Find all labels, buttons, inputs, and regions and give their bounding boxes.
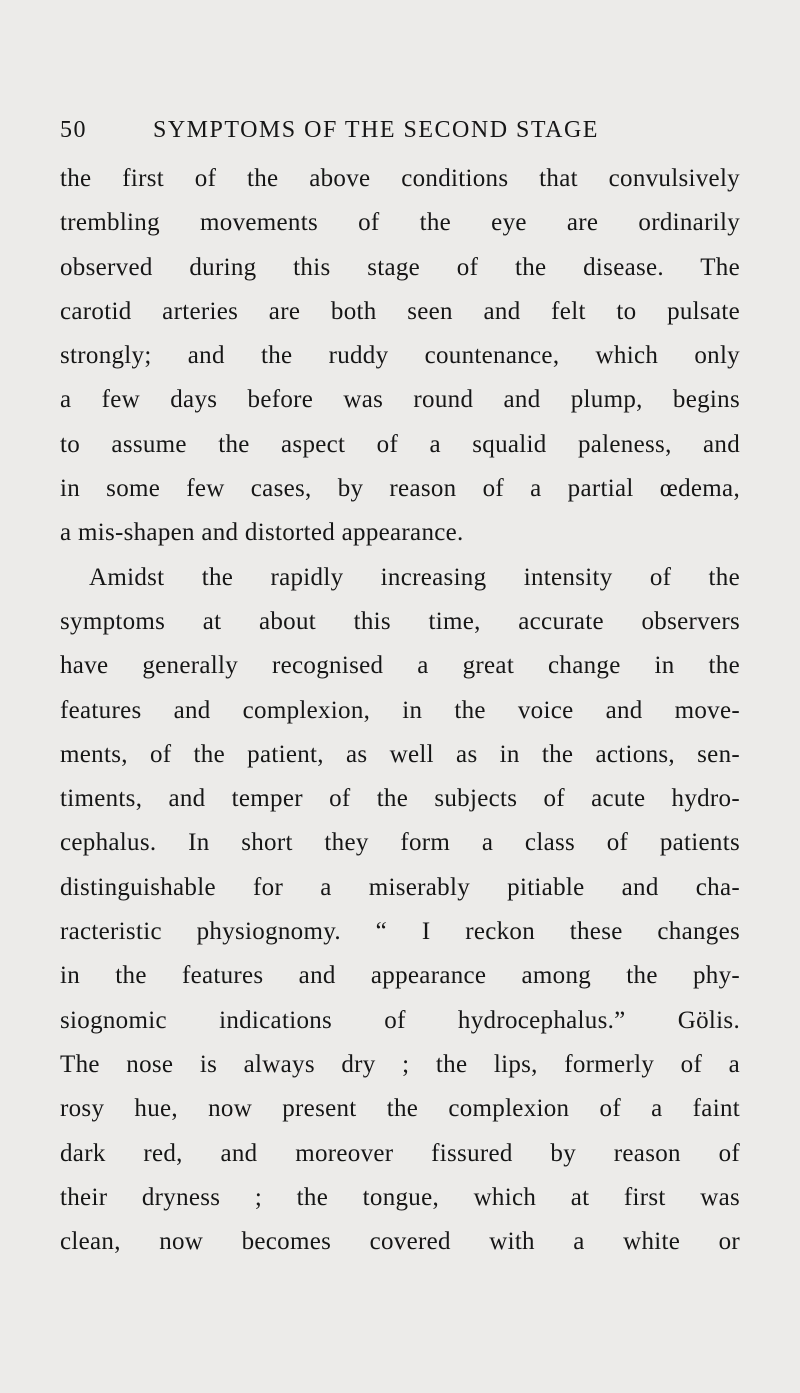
text-line: have generally recognised a great change in the [60, 652, 740, 680]
text-line: observed during this stage of the disease. The [60, 253, 740, 281]
page-header [60, 112, 740, 148]
page-number: 50 [60, 117, 87, 143]
text-line: symptoms at about this time, accurate observers [60, 607, 740, 635]
text-line: timents, and temper of the subjects of acute hydro- [60, 785, 740, 813]
text-line: features and complexion, in the voice and move- [60, 696, 740, 724]
text-line: racteristic physiognomy. “ I reckon these changes [60, 918, 740, 946]
text-line: the first of the above conditions that convulsively [60, 165, 740, 192]
text-line: cephalus. In short they form a class of patients [60, 829, 740, 857]
paragraph-start-line: Amidst the rapidly increasing intensity of the [89, 563, 740, 591]
text-line: ments, of the patient, as well as in the actions, sen- [60, 740, 740, 768]
text-line: strongly; and the ruddy countenance, which only [60, 342, 740, 370]
text-line: clean, now becomes covered with a white or [60, 1228, 740, 1256]
text-line: carotid arteries are both seen and felt to pulsate [60, 297, 740, 325]
text-line: in the features and appearance among the phy- [60, 962, 740, 990]
text-line: a few days before was round and plump, begins [60, 386, 740, 414]
text-line: their dryness ; the tongue, which at first was [60, 1183, 740, 1211]
text-line: dark red, and moreover fissured by reason of [60, 1139, 740, 1167]
text-line: in some few cases, by reason of a partial œdema, [60, 475, 740, 503]
running-head: SYMPTOMS OF THE SECOND STAGE [153, 117, 599, 143]
text-line: The nose is always dry ; the lips, formerly of a [60, 1050, 740, 1078]
text-line: rosy hue, now present the complexion of a faint [60, 1095, 740, 1123]
text-line: siognomic indications of hydrocephalus.” Gölis. [60, 1006, 740, 1034]
body-text [60, 157, 740, 1264]
text-line: distinguishable for a miserably pitiable and cha- [60, 873, 740, 901]
text-line: to assume the aspect of a squalid paleness, and [60, 430, 740, 458]
text-line: trembling movements of the eye are ordinarily [60, 209, 740, 237]
paragraph-end-line: a mis-shapen and distorted appearance. [60, 519, 464, 547]
